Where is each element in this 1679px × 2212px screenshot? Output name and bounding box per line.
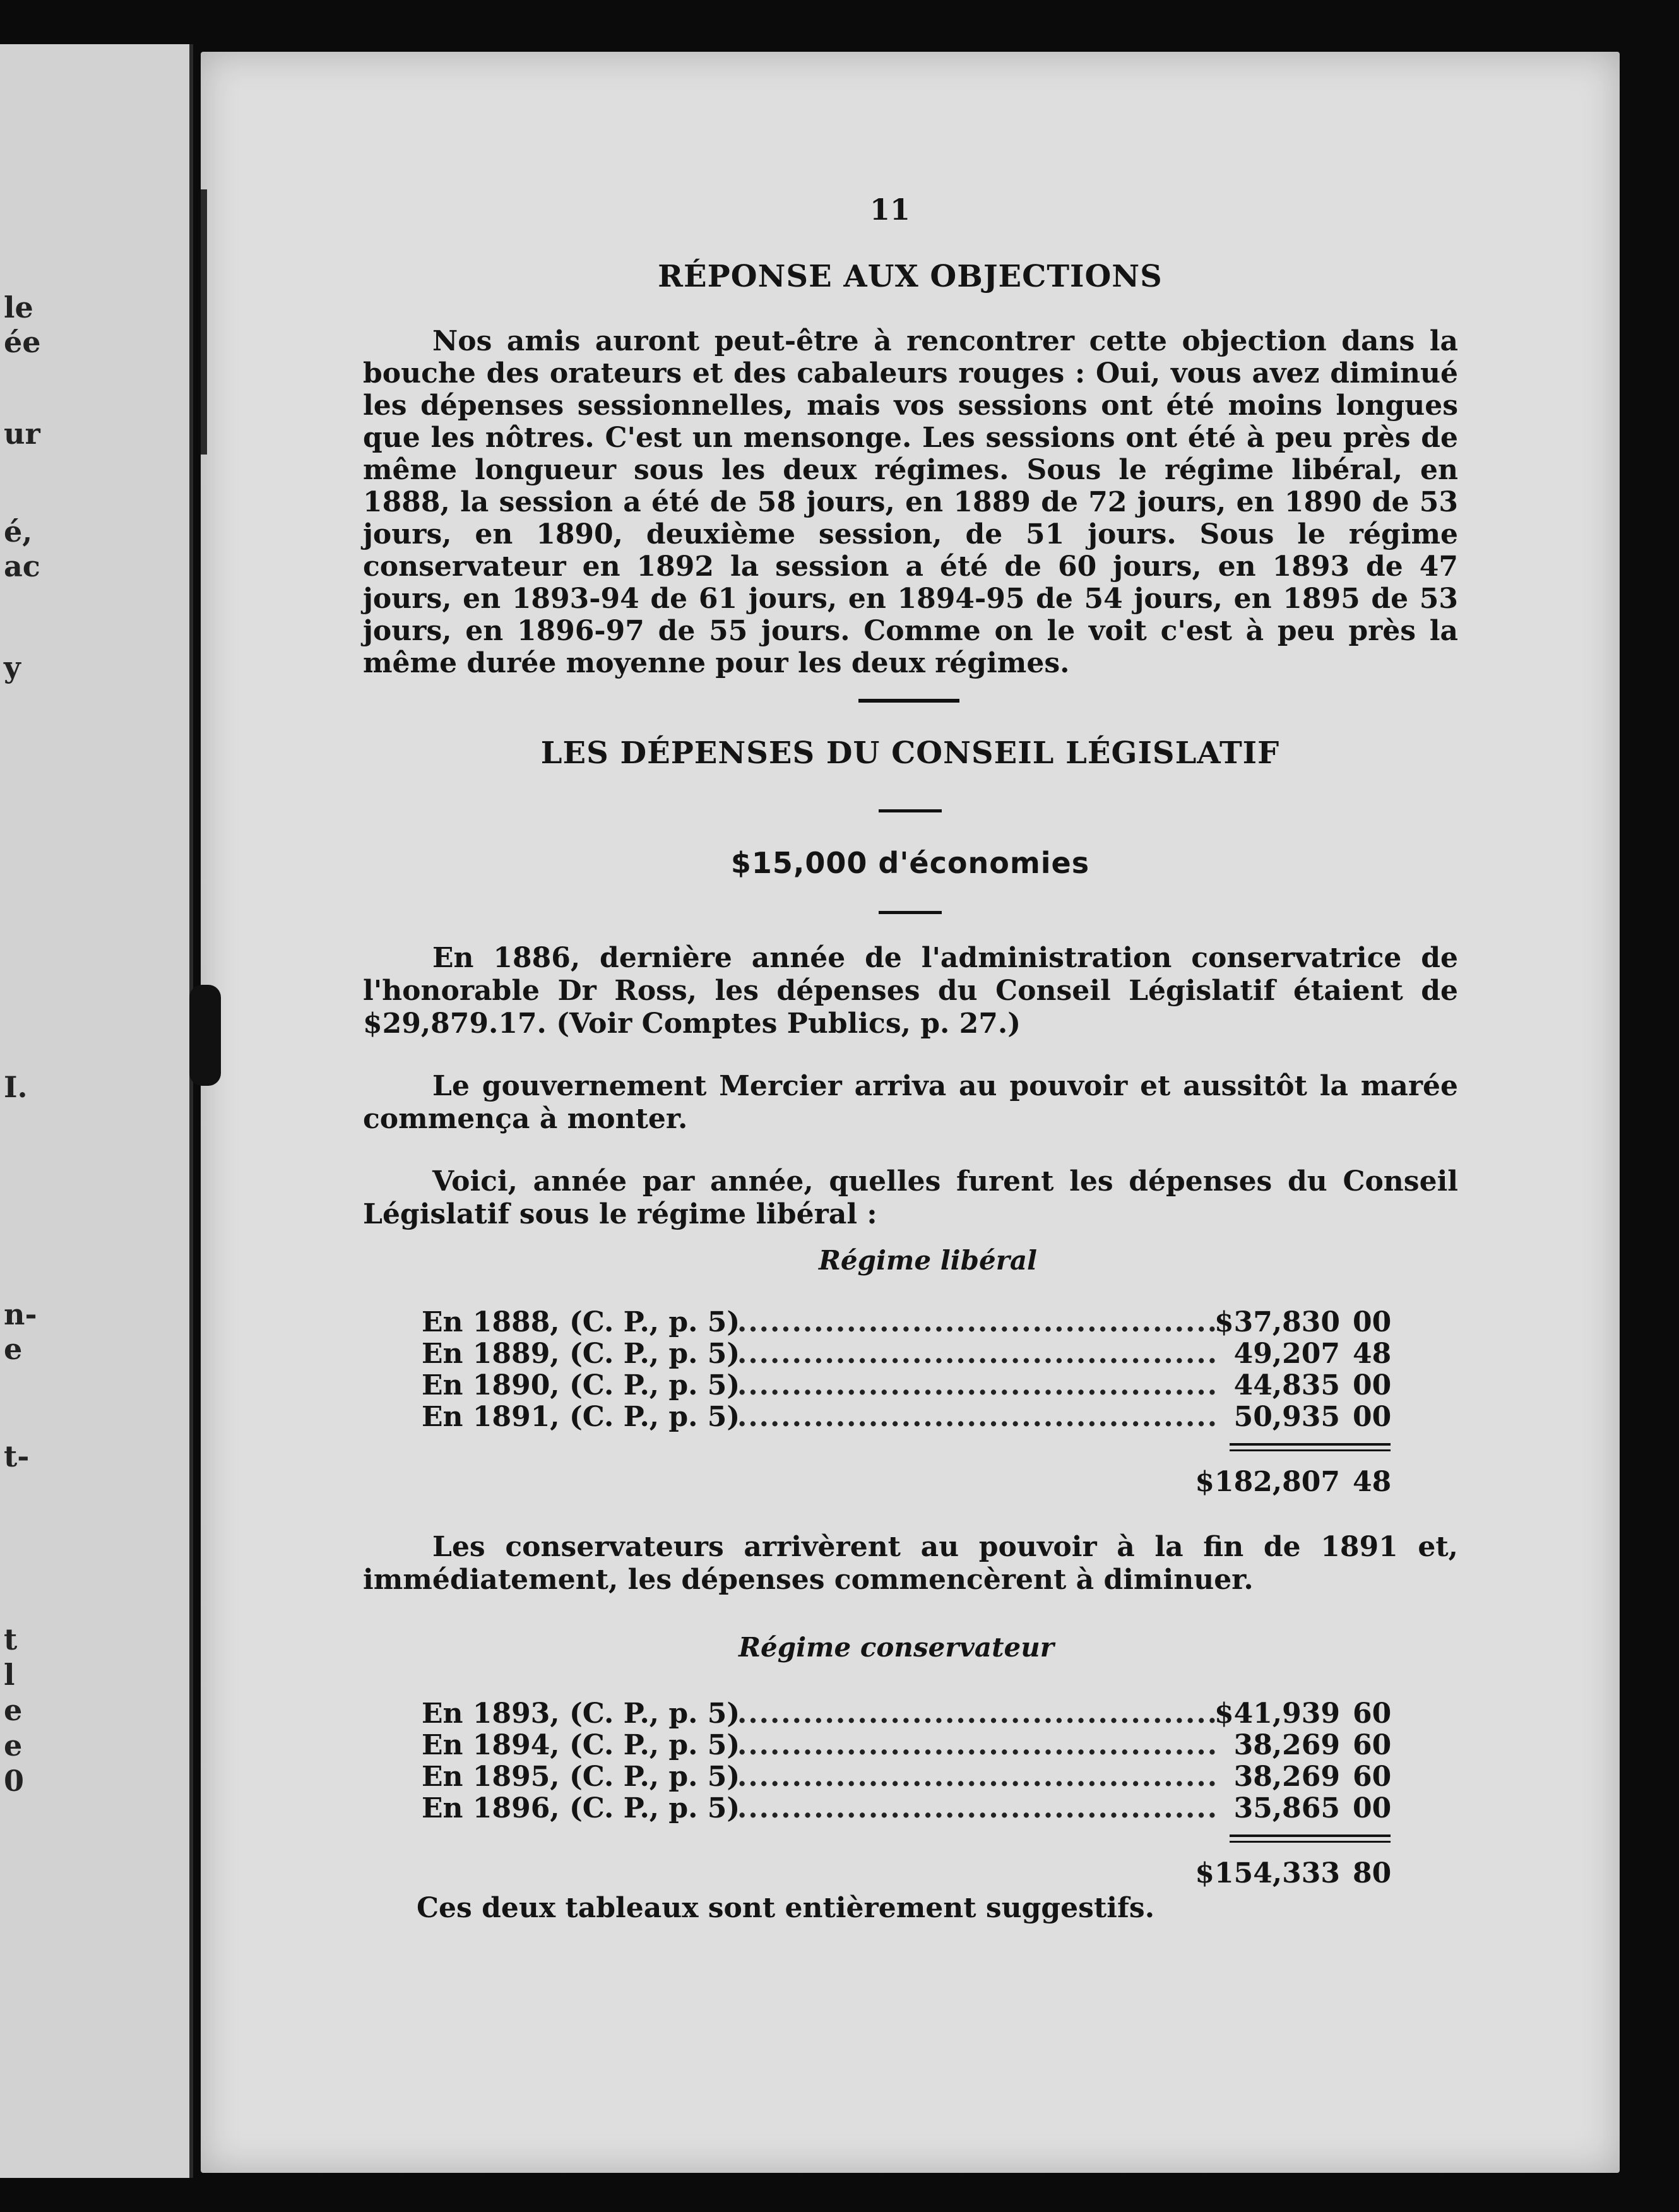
regime-conservateur-title: Régime conservateur [739, 1632, 1054, 1663]
short-divider [879, 911, 942, 914]
expense-table-conservateur [422, 1698, 1391, 1889]
row-label: En 1888, (C. P., p. 5) [422, 1306, 740, 1338]
left-page-fragment: le [4, 290, 33, 324]
paragraph-voici-text: Voici, année par année, quelles furent les dépenses du Conseil Législatif sous le régime libéral : [363, 1165, 1458, 1230]
left-facing-page [0, 44, 193, 2178]
row-label: En 1895, (C. P., p. 5) [422, 1761, 740, 1793]
left-page-fragment: y [4, 650, 21, 684]
left-page-fragment: é, [4, 514, 33, 549]
row-amount: $41,939 [1214, 1698, 1340, 1730]
leader-dots [737, 1307, 1220, 1338]
left-page-fragment: e [4, 1693, 23, 1727]
leader-dots [737, 1730, 1220, 1761]
table-row [422, 1370, 1391, 1401]
left-page-fragment: e [4, 1728, 23, 1763]
paragraph-conservateurs-text: Les conservateurs arrivèrent au pouvoir à la fin de 1891 et, immédiatement, les dépenses commencèrent à diminuer. [363, 1531, 1458, 1596]
row-cents: 00 [1353, 1369, 1392, 1401]
table-row [422, 1793, 1391, 1824]
leader-dots [737, 1370, 1220, 1401]
row-label: En 1896, (C. P., p. 5) [422, 1792, 740, 1824]
row-cents: 60 [1353, 1698, 1392, 1730]
row-label: En 1893, (C. P., p. 5) [422, 1698, 740, 1730]
row-cents: 00 [1353, 1401, 1392, 1433]
left-page-fragment: ac [4, 549, 40, 583]
section-title-reponse: RÉPONSE AUX OBJECTIONS [658, 259, 1163, 294]
paragraph-mercier [363, 1070, 1458, 1136]
total-rule [1230, 1443, 1391, 1451]
row-amount: $37,830 [1214, 1306, 1340, 1338]
left-page-fragment: l [4, 1658, 15, 1692]
table-row [422, 1698, 1391, 1730]
leader-dots [737, 1338, 1220, 1370]
table-row [422, 1401, 1391, 1433]
leader-dots [737, 1698, 1220, 1730]
total-row [422, 1858, 1391, 1889]
paragraph-conclusion: Ces deux tableaux sont entièrement suggestifs. [417, 1892, 1155, 1924]
row-cents: 00 [1353, 1792, 1392, 1824]
total-cents: 48 [1353, 1466, 1392, 1498]
paragraph-conservateurs [363, 1531, 1458, 1597]
row-amount: 50,935 [1233, 1401, 1340, 1433]
binding-shadow [201, 189, 207, 455]
row-label: En 1894, (C. P., p. 5) [422, 1729, 740, 1761]
paragraph-1886-text: En 1886, dernière année de l'administration conservatrice de l'honorable Dr Ross, les dépenses du Conseil Législatif étaient de $29,879.17. (Voir Comptes Publics, p. 27.) [363, 942, 1458, 1040]
paragraph-objection-text: Nos amis auront peut-être à rencontrer cette objection dans la bouche des orateurs et des cabaleurs rouges : Oui, vous avez diminué les dépenses sessionnelles, mais vos sessions ont été moins longues que les nôtres. C'est un mensonge. Les sessions ont été à peu près de même longueur sous les deux régimes. Sous le régime libéral, en 1888, la session a été de 58 jours, en 1889 de 72 jours, en 1890 de 53 jours, en 1890, deuxième session, de 51 jours. Sous le régime conservateur en 1892 la session a été de 60 jours, en 1893 de 47 jours, en 1893-94 de 61 jours, en 1894-95 de 54 jours, en 1895 de 53 jours, en 1896-97 de 55 jours. Comme on le voit c'est à peu près la même durée moyenne pour les deux régimes. [363, 325, 1458, 679]
left-page-fragment: e [4, 1332, 23, 1366]
page-tear-mark [189, 985, 221, 1086]
total-cents: 80 [1353, 1857, 1392, 1889]
row-label: En 1891, (C. P., p. 5) [422, 1401, 740, 1433]
row-cents: 48 [1353, 1338, 1392, 1370]
section-title-depenses: LES DÉPENSES DU CONSEIL LÉGISLATIF [540, 735, 1280, 771]
left-page-fragment: n- [4, 1297, 37, 1331]
row-label: En 1890, (C. P., p. 5) [422, 1369, 740, 1401]
paragraph-1886 [363, 942, 1458, 1040]
table-row [422, 1307, 1391, 1338]
short-divider [879, 809, 942, 812]
row-cents: 00 [1353, 1306, 1392, 1338]
paragraph-mercier-text: Le gouvernement Mercier arriva au pouvoir et aussitôt la marée commença à monter. [363, 1070, 1458, 1135]
row-amount: 49,207 [1233, 1338, 1340, 1370]
row-cents: 60 [1353, 1729, 1392, 1761]
paragraph-voici [363, 1165, 1458, 1231]
row-label: En 1889, (C. P., p. 5) [422, 1338, 740, 1370]
total-amount: $182,807 [1195, 1466, 1340, 1498]
row-amount: 38,269 [1233, 1729, 1340, 1761]
table-row [422, 1338, 1391, 1370]
page-number: 11 [870, 193, 911, 227]
left-page-fragment: ée [4, 325, 41, 359]
left-page-fragment: t- [4, 1439, 30, 1473]
table-row [422, 1730, 1391, 1761]
section-divider [858, 699, 959, 703]
row-cents: 60 [1353, 1761, 1392, 1793]
left-page-fragment: 0 [4, 1764, 25, 1798]
leader-dots [737, 1401, 1220, 1433]
section-subtitle: $15,000 d'économies [730, 846, 1090, 880]
total-row [422, 1466, 1391, 1498]
left-page-fragment: t [4, 1622, 18, 1656]
left-page-fragment: I. [4, 1070, 28, 1104]
leader-dots [737, 1793, 1220, 1824]
regime-liberal-title: Régime libéral [818, 1245, 1038, 1276]
left-page-fragment: ur [4, 417, 40, 451]
row-amount: 35,865 [1233, 1792, 1340, 1824]
total-rule [1230, 1834, 1391, 1843]
expense-table-liberal [422, 1307, 1391, 1498]
table-row [422, 1761, 1391, 1793]
leader-dots [737, 1761, 1220, 1793]
row-amount: 38,269 [1233, 1761, 1340, 1793]
total-amount: $154,333 [1195, 1857, 1340, 1889]
paragraph-objection [363, 325, 1458, 679]
row-amount: 44,835 [1233, 1369, 1340, 1401]
